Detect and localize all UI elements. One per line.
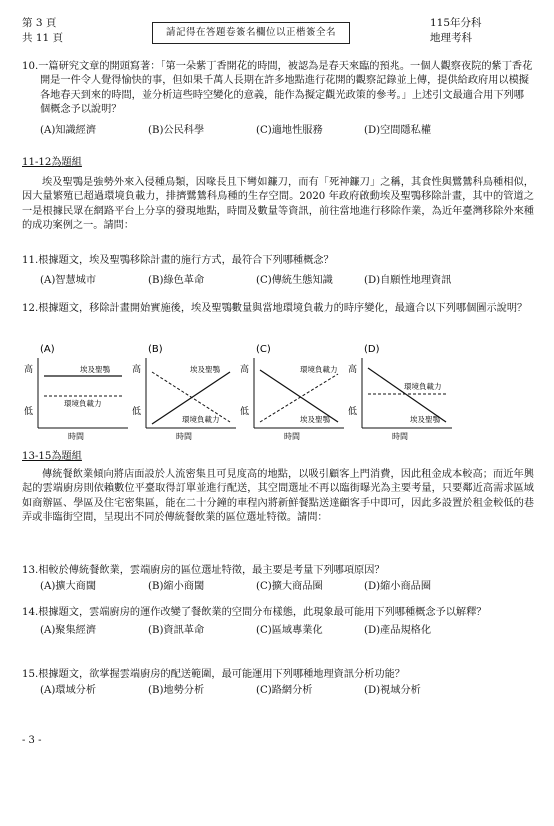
- bird-label: 埃及聖鶚: [190, 365, 220, 374]
- option-d: (D)產品規格化: [364, 625, 432, 637]
- chart-d: [348, 344, 452, 441]
- passage-11-12: 埃及聖鶚是強勢外來入侵種鳥類，因喙長且下彎如鐮刀，而有「死神鐮刀」之稱，其食性與鷺鷥科鳥種相似，因大量繁殖已超過環境負載力，排擠鷺鷥科鳥種的生存空間。2020 年政府啟動埃及聖鶚移除計畫，其中的管道之一是根據民眾在網路平台上分享的發現地點，時間及數量等資訊，前往當地進行移除作業，為近年臺灣移除外來種的成功案例之一。請問：: [22, 177, 534, 232]
- y-low-label: 低: [348, 407, 358, 417]
- bird-label: 埃及聖鶚: [80, 365, 110, 374]
- page-footer: - 3 -: [22, 735, 42, 746]
- exam-year: 115年分科: [430, 17, 482, 29]
- chart-a: [24, 344, 128, 441]
- passage-13-15: 傳統餐飲業傾向將店面設於人流密集且可見度高的地點，以吸引顧客上門消費，因此租金成本較高；而近年興起的雲端廚房則依賴數位平臺取得訂單並進行配送，其空間選址不再以臨街曝光為主要考量，只要鄰近高需求區域如商辦區、學區及住宅密集區，能在二十分鐘的車程內將新鮮餐點送達顧客手中即可，因此多設置於租金較低的巷弄或非臨街空間，呈現出不同於傳統餐飲業的區位選址特徵。請問：: [22, 469, 534, 524]
- y-high-label: 高: [132, 365, 142, 375]
- bird-label: 埃及聖鶚: [300, 415, 330, 424]
- option-a: (A)聚集經濟: [40, 625, 97, 637]
- question-15: [22, 668, 534, 699]
- question-14: [22, 606, 534, 639]
- x-label: 時間: [68, 432, 84, 441]
- option-d: (D)縮小商品圈: [364, 581, 432, 593]
- question-text: 根據題文，埃及聖鶚移除計畫的施行方式，最符合下列哪種概念？: [38, 255, 334, 266]
- group-title-13-15: 13-15為題組: [22, 451, 82, 462]
- option-d: (D)視域分析: [364, 685, 421, 697]
- capacity-label: 環境負載力: [404, 382, 442, 391]
- question-13: [22, 564, 534, 595]
- option-c: (C)適地性服務: [256, 124, 323, 136]
- option-a: (A)環域分析: [40, 685, 97, 697]
- x-label: 時間: [176, 432, 192, 441]
- question-text: 根據題文，雲端廚房的運作改變了餐飲業的空間分布樣態，此現象最可能用下列哪種概念予以解釋？: [38, 607, 487, 618]
- option-b: (B)地勢分析: [148, 685, 205, 697]
- capacity-label: 環境負載力: [64, 399, 102, 408]
- option-b: (B)資訊革命: [148, 625, 205, 637]
- chart-b: [132, 344, 236, 441]
- question-11: [22, 254, 534, 289]
- question-12: [22, 302, 534, 316]
- chart-label: (A): [40, 344, 55, 355]
- option-a: (A)擴大商閾: [40, 581, 97, 593]
- option-c: (C)傳統生態知識: [256, 275, 333, 287]
- page-total: 共 11 頁: [22, 32, 64, 44]
- chart-label: (C): [256, 344, 271, 355]
- option-c: (C)區域專業化: [256, 625, 323, 637]
- x-label: 時間: [392, 432, 408, 441]
- page-number: 第 3 頁: [22, 17, 57, 29]
- option-b: (B)公民科學: [148, 124, 205, 136]
- q12-charts: [22, 342, 534, 442]
- question-number: 14.: [22, 607, 39, 618]
- y-high-label: 高: [24, 365, 34, 375]
- option-b: (B)綠色革命: [148, 275, 205, 287]
- y-high-label: 高: [348, 365, 358, 375]
- option-b: (B)縮小商閾: [148, 581, 205, 593]
- chart-c: [240, 344, 344, 441]
- y-low-label: 低: [132, 407, 142, 417]
- option-d: (D)空間隱私權: [364, 124, 432, 136]
- signature-notice: 請記得在答題卷簽名欄位以正楷簽全名: [152, 22, 350, 44]
- question-text: 一篇研究文章的開頭寫著：「第一朵紫丁香開花的時間，被認為是春天來臨的預兆。一個人觀察夜院的紫丁香花開是一件令人覺得愉快的事，但如果千萬人長期在許多地點進行花開的觀察記錄並上傳，提供給政府用以模擬各地春天到來的時間，並分析這些時空變化的意義，能作為擬定觀光政策的參考。」上述引文最適合用下列哪個概念予以說明？: [38, 61, 533, 116]
- capacity-label: 環境負載力: [300, 365, 338, 374]
- question-text: 根據題文，欲掌握雲端廚房的配送範圍，最可能運用下列哪種地理資訊分析功能？: [38, 669, 405, 680]
- chart-label: (B): [148, 344, 163, 355]
- x-label: 時間: [284, 432, 300, 441]
- option-d: (D)自願性地理資訊: [364, 275, 452, 287]
- question-number: 12.: [22, 303, 39, 314]
- option-a: (A)智慧城市: [40, 275, 97, 287]
- question-10: [22, 60, 534, 138]
- question-number: 13.: [22, 565, 39, 576]
- option-a: (A)知識經濟: [40, 124, 97, 136]
- bird-label: 埃及聖鶚: [410, 415, 440, 424]
- chart-label: (D): [364, 344, 380, 355]
- question-number: 11.: [22, 255, 39, 266]
- question-text: 相較於傳統餐飲業，雲端廚房的區位選址特徵，最主要是考量下列哪項原因？: [38, 565, 385, 576]
- question-number: 15.: [22, 669, 39, 680]
- exam-subject: 地理考科: [430, 32, 472, 44]
- question-text: 根據題文，移除計畫開始實施後，埃及聖鶚數量與當地環境負載力的時序變化，最適合以下列哪個圖示說明？: [38, 303, 528, 314]
- y-low-label: 低: [240, 407, 250, 417]
- question-number: 10.: [22, 61, 39, 72]
- bird-line: [368, 368, 446, 422]
- group-title-11-12: 11-12為題組: [22, 157, 82, 168]
- option-c: (C)擴大商品圈: [256, 581, 323, 593]
- y-low-label: 低: [24, 407, 34, 417]
- y-high-label: 高: [240, 365, 250, 375]
- option-c: (C)路網分析: [256, 685, 313, 697]
- capacity-label: 環境負載力: [182, 415, 220, 424]
